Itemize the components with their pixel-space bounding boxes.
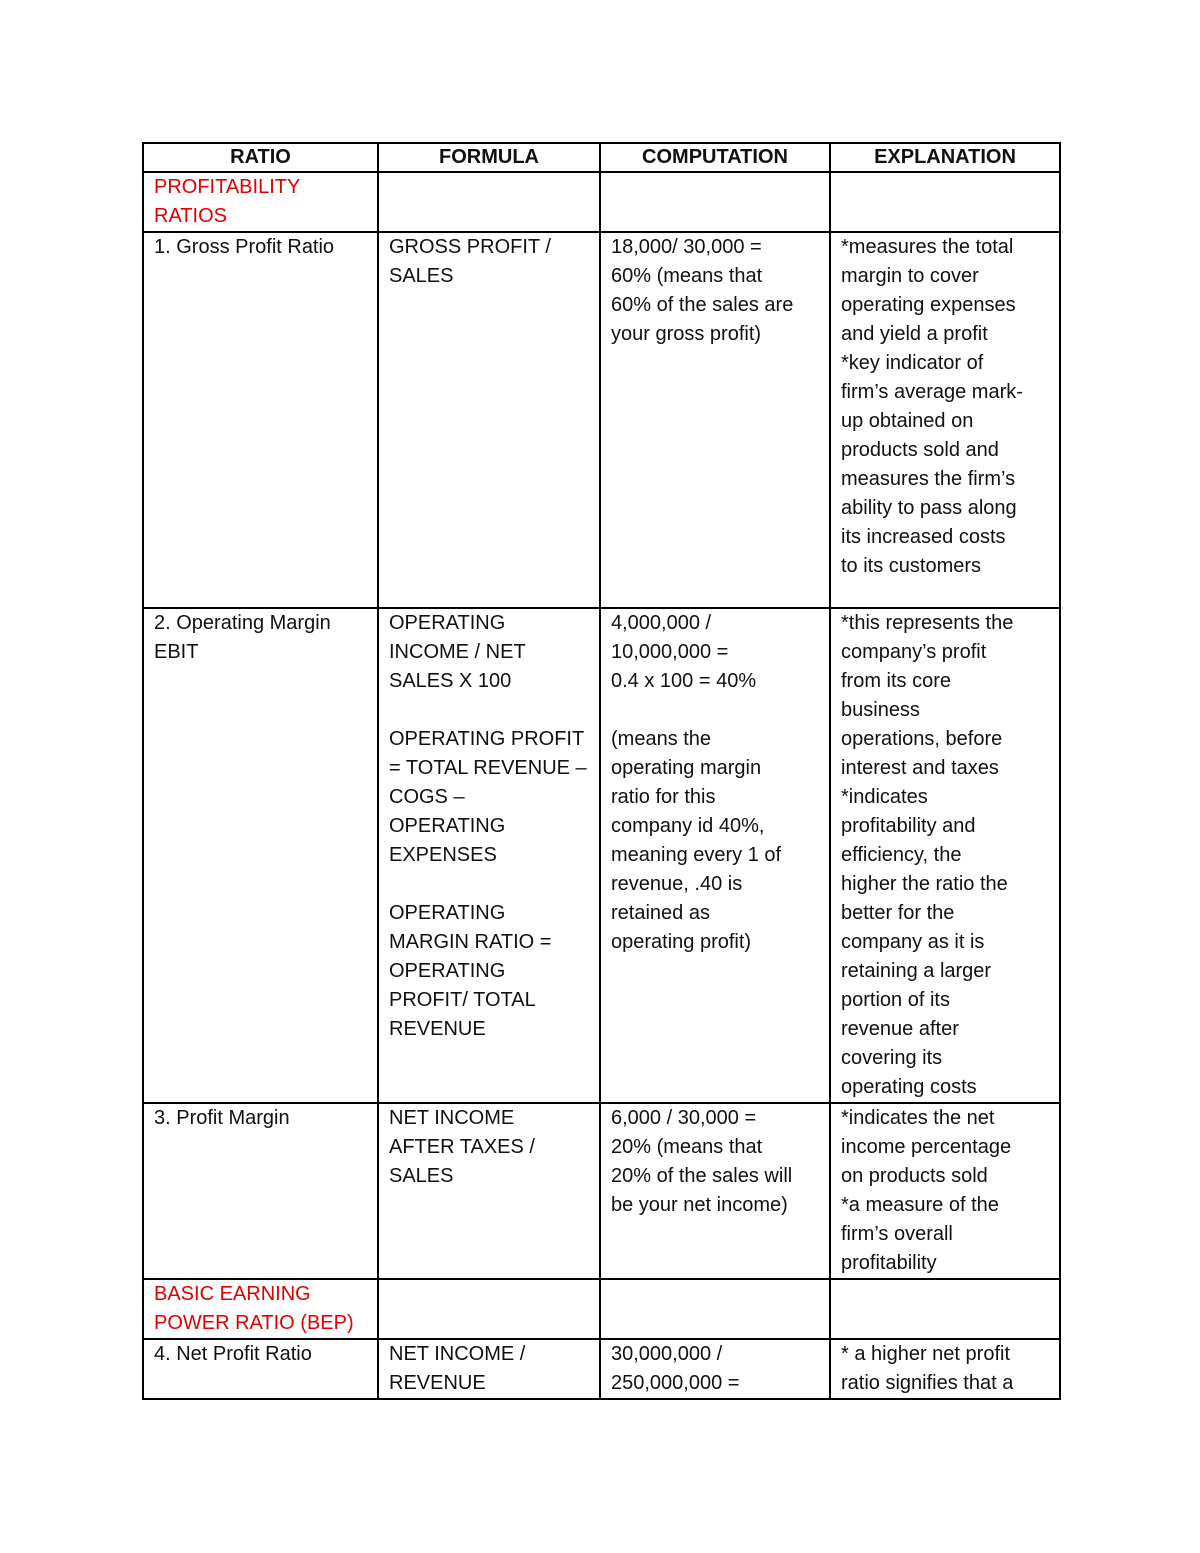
table-row [143,1339,1060,1399]
header-ratio: RATIO [143,143,378,172]
computation-cell: 4,000,000 / 10,000,000 = 0.4 x 100 = 40% (means the operating margin ratio for this company id 40%, meaning every 1 of revenue, .40 is retained as operating profit) [600,608,830,1103]
ratio-cell: 1. Gross Profit Ratio [143,232,378,608]
empty-cell [378,1279,600,1339]
section-label-profitability: PROFITABILITY RATIOS [143,172,378,232]
ratio-cell: 3. Profit Margin [143,1103,378,1279]
empty-cell [830,1279,1060,1339]
ratio-table [142,142,1061,1400]
explanation-cell: *indicates the net income percentage on products sold *a measure of the firm’s overall profitability [830,1103,1060,1279]
formula-cell: OPERATING INCOME / NET SALES X 100 OPERATING PROFIT = TOTAL REVENUE – COGS – OPERATING EXPENSES OPERATING MARGIN RATIO = OPERATING PROFIT/ TOTAL REVENUE [378,608,600,1103]
computation-cell: 18,000/ 30,000 = 60% (means that 60% of the sales are your gross profit) [600,232,830,608]
header-computation: COMPUTATION [600,143,830,172]
table-row [143,232,1060,608]
empty-cell [830,172,1060,232]
formula-cell: NET INCOME / REVENUE [378,1339,600,1399]
empty-cell [600,172,830,232]
table-header-row [143,143,1060,172]
ratio-cell: 4. Net Profit Ratio [143,1339,378,1399]
header-formula: FORMULA [378,143,600,172]
ratio-cell: 2. Operating Margin EBIT [143,608,378,1103]
formula-cell: NET INCOME AFTER TAXES / SALES [378,1103,600,1279]
empty-cell [600,1279,830,1339]
table-row [143,608,1060,1103]
section-row-profitability [143,172,1060,232]
explanation-cell: *this represents the company’s profit from its core business operations, before interest and taxes *indicates profitability and efficiency, the higher the ratio the better for the company as it is retaining a larger portion of its revenue after covering its operating costs [830,608,1060,1103]
computation-cell: 30,000,000 / 250,000,000 = [600,1339,830,1399]
empty-cell [378,172,600,232]
explanation-cell: * a higher net profit ratio signifies that a [830,1339,1060,1399]
computation-cell: 6,000 / 30,000 = 20% (means that 20% of the sales will be your net income) [600,1103,830,1279]
header-explanation: EXPLANATION [830,143,1060,172]
formula-cell: GROSS PROFIT / SALES [378,232,600,608]
section-row-bep [143,1279,1060,1339]
explanation-cell: *measures the total margin to cover operating expenses and yield a profit *key indicator of firm’s average mark- up obtained on products sold and measures the firm’s ability to pass along its increased costs to its customers [830,232,1060,608]
section-label-bep: BASIC EARNING POWER RATIO (BEP) [143,1279,378,1339]
table-row [143,1103,1060,1279]
